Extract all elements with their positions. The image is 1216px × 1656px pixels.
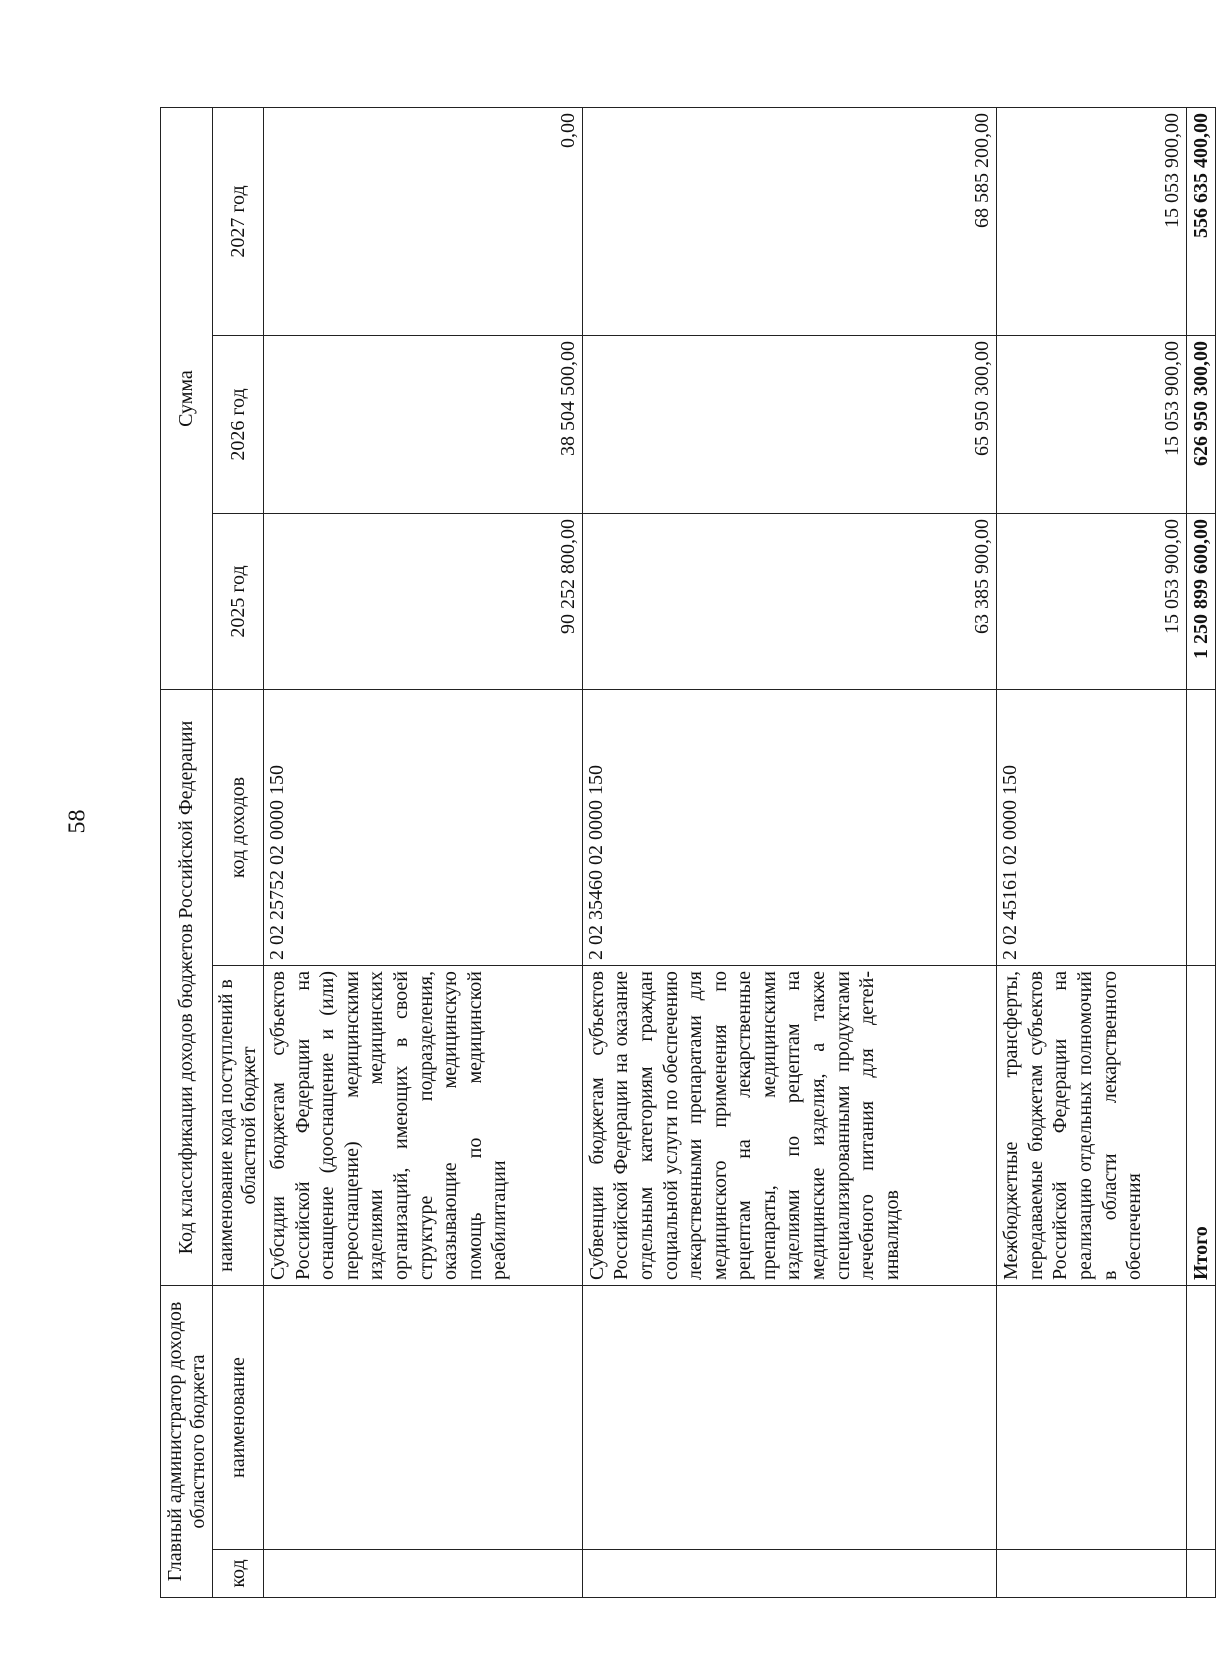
income-table [160,107,1216,1598]
total-2025: 1 250 899 600,00 [1186,514,1215,690]
rotated-table-frame [160,108,1216,1598]
header-row-1 [161,108,213,1598]
header-code: код [213,1550,264,1598]
row-income-name: Субсидии бюджетам субъектов Российской Федерации на оснащение (дооснащение и (или) переоснащение) медицинскими изделиями медицинских организаций, имеющих в своей структуре подразделения, оказывающие медицинскую помощь по медицинской реабилитации [264,966,583,1286]
row-name [264,1286,583,1550]
header-income-code: код доходов [213,690,264,966]
header-2027: 2027 год [213,108,264,336]
total-name [1186,1286,1215,1550]
table-row [997,108,1187,1598]
table-row [582,108,997,1598]
row-2026: 65 950 300,00 [582,336,997,514]
rotated-table-content [160,108,1216,1598]
page-number: 58 [64,809,91,834]
total-code [1186,1550,1215,1598]
total-row [1186,108,1215,1598]
total-2026: 626 950 300,00 [1186,336,1215,514]
row-code [997,1550,1187,1598]
total-2027: 556 635 400,00 [1186,108,1215,336]
header-sum-group: Сумма [161,108,213,690]
header-name: наименование [213,1286,264,1550]
row-2027: 0,00 [264,108,583,336]
header-2026: 2026 год [213,336,264,514]
total-label: Итого [1186,966,1215,1286]
total-income-code [1186,690,1215,966]
header-2025: 2025 год [213,514,264,690]
header-admin-group: Главный администратор доходов областного бюджета [161,1286,213,1598]
row-income-code: 2 02 25752 02 0000 150 [264,690,583,966]
row-income-code: 2 02 45161 02 0000 150 [997,690,1187,966]
table-row [264,108,583,1598]
header-classification-group: Код классификации доходов бюджетов Российской Федерации [161,690,213,1286]
row-code [264,1550,583,1598]
row-2025: 63 385 900,00 [582,514,997,690]
row-2026: 15 053 900,00 [997,336,1187,514]
row-name [997,1286,1187,1550]
row-2025: 90 252 800,00 [264,514,583,690]
row-2026: 38 504 500,00 [264,336,583,514]
row-name [582,1286,997,1550]
row-income-code: 2 02 35460 02 0000 150 [582,690,997,966]
row-income-name: Субвенции бюджетам субъектов Российской Федерации на оказание отдельным категориям граждан социальной услуги по обеспечению лекарственными препаратами для медицинского применения по рецептам на лекарственные препараты, медицинскими изделиями по рецептам на медицинские изделия, а также специализированными продуктами лечебного питания для детей-инвалидов [582,966,997,1286]
row-2027: 15 053 900,00 [997,108,1187,336]
header-income-name: наименование кода поступлений в областной бюджет [213,966,264,1286]
row-2025: 15 053 900,00 [997,514,1187,690]
row-income-name: Межбюджетные трансферты, передаваемые бюджетам субъектов Российской Федерации на реализацию отдельных полномочий в области лекарственного обеспечения [997,966,1187,1286]
header-row-2 [213,108,264,1598]
row-2027: 68 585 200,00 [582,108,997,336]
row-code [582,1550,997,1598]
